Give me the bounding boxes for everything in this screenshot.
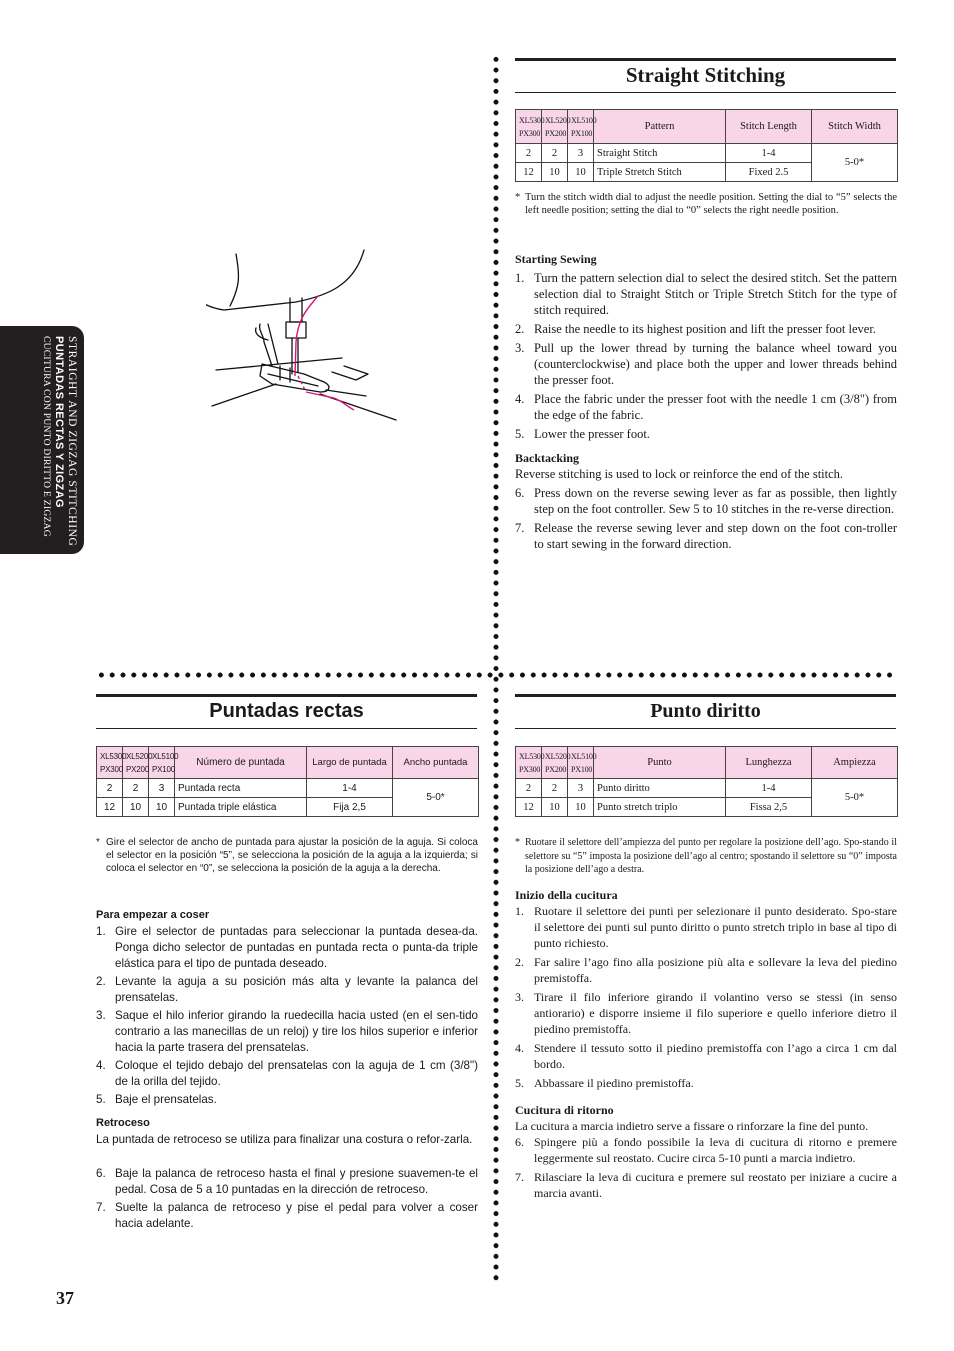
column-header: Stitch Width <box>812 110 898 144</box>
list-item: 7. Rilasciare la leva di cucitura e premere sul reostato per iniziare a cucire a marcia avanti. <box>515 1170 897 1200</box>
table-row <box>516 779 898 798</box>
table-cell: Fixed 2.5 <box>726 163 812 182</box>
list-item: 6. Baje la palanca de retroceso hasta el final y presione suavemen-te el pedal. Cosa de 5 a 10 puntadas en la dirección de retroceso. <box>96 1167 478 1196</box>
model-header: XL5200 PX200 <box>542 110 568 144</box>
table-header-row <box>516 110 898 144</box>
english-backtacking-steps <box>515 485 897 552</box>
presser-foot-illustration <box>206 246 402 426</box>
model-header: XL5200 PX200 <box>123 747 149 779</box>
column-header: Punto <box>594 747 726 779</box>
spanish-heading-underline <box>96 728 477 729</box>
italian-heading-underline <box>515 728 896 729</box>
model-header: XL5300 PX300 <box>516 110 542 144</box>
english-backtacking-intro: Reverse stitching is used to lock or reinforce the end of the stitch. <box>515 467 844 481</box>
column-header: Lunghezza <box>726 747 812 779</box>
table-cell: 5-0* <box>812 144 898 182</box>
italian-backtacking-intro: La cucitura a marcia indietro serve a fissare o rinforzare la fine del punto. <box>515 1119 869 1133</box>
spanish-footnote: * Gire el selector de ancho de puntada para ajustar la posición de la aguja. Si coloca el selector en la posición “5”, se selecciona la posición de la aguja a la izquierda; si coloca el selector en “0”, se selecciona la posición de la aguja a la derecha. <box>96 837 478 874</box>
table-cell: 5-0* <box>812 779 898 817</box>
column-header: Pattern <box>594 110 726 144</box>
column-header: Ampiezza <box>812 747 898 779</box>
table-cell: 10 <box>568 163 594 182</box>
list-item: 3. Pull up the lower thread by turning the balance wheel toward you (counterclockwise) and place both the upper and lower threads behind the presser foot. <box>515 341 897 387</box>
table-cell: 1-4 <box>726 779 812 798</box>
list-item: 6. Spingere più a fondo possibile la leva di cucitura di ritorno e premere leggermente sul reostato. Cucire circa 5-10 punti a marcia indietro. <box>515 1135 897 1165</box>
table-cell: 5-0* <box>393 779 479 817</box>
table-cell: 2 <box>516 779 542 798</box>
list-item: 2. Levante la aguja a su posición más alta y levante la palanca del prensatelas. <box>96 975 478 1004</box>
column-header: Stitch Length <box>726 110 812 144</box>
italian-title: Punto diritto <box>650 700 761 722</box>
spanish-backtacking-heading: Retroceso <box>96 1117 150 1129</box>
italian-backtacking-heading: Cucitura di ritorno <box>515 1103 614 1117</box>
table-cell: Fija 2,5 <box>307 798 393 817</box>
list-item: 6. Press down on the reverse sewing lever as far as possible, then lightly step on the foot controller. Sew 5 to 10 stitches in the re-verse direction. <box>515 486 897 516</box>
list-item: 3. Saque el hilo inferior girando la ruedecilla hacia usted (en el sen-tido contrario a las manecillas de un reloj) y tire los hilos superior e inferior hacia la parte trasera del prensatelas. <box>96 1009 478 1054</box>
list-item: 5. Baje el prensatelas. <box>96 1093 217 1106</box>
spanish-starting-steps <box>96 924 478 1108</box>
table-cell: Straight Stitch <box>594 144 726 163</box>
table-cell: Puntada triple elástica <box>175 798 307 817</box>
table-cell: 10 <box>542 163 568 182</box>
table-cell: 2 <box>542 144 568 163</box>
table-cell: 2 <box>542 779 568 798</box>
table-cell: 10 <box>123 798 149 817</box>
table-header-row <box>97 747 479 779</box>
list-item: 2. Far salire l’ago fino alla posizione più alta e sollevare la leva del piedino premistoffa. <box>515 955 897 985</box>
model-header: XL5300 PX300 <box>516 747 542 779</box>
table-row <box>97 779 479 798</box>
list-item: 7. Suelte la palanca de retroceso y pise el pedal para volver a coser hacia adelante. <box>96 1201 478 1230</box>
list-item: 1. Ruotare il selettore dei punti per selezionare il punto desiderato. Spo-stare il selettore dei punti sul punto diritto o punto stretch triplo in base al tipo di punto richiesto. <box>515 904 897 950</box>
english-title: Straight Stitching <box>625 63 786 87</box>
table-row <box>516 144 898 163</box>
page-number: 37 <box>56 1288 74 1308</box>
list-item: 1. Gire el selector de puntadas para seleccionar la puntada desea-da. Ponga dicho selector de puntadas en puntada recta o punta-da triple elástica para el tipo de puntada deseado. <box>96 925 478 970</box>
english-backtacking-heading: Backtacking <box>515 451 580 465</box>
list-item: 4. Stendere il tessuto sotto il piedino premistoffa con l’ago a circa 1 cm dal bordo. <box>515 1041 897 1071</box>
table-cell: 12 <box>97 798 123 817</box>
model-header: XL5100 PX100 <box>568 110 594 144</box>
list-item: 4. Place the fabric under the presser foot with the needle 1 cm (3/8") from the edge of the fabric. <box>515 392 897 422</box>
table-cell: Puntada recta <box>175 779 307 798</box>
table-header-row <box>516 747 898 779</box>
table-cell: Triple Stretch Stitch <box>594 163 726 182</box>
table-cell: 12 <box>516 163 542 182</box>
table-cell: 2 <box>123 779 149 798</box>
spanish-title: Puntadas rectas <box>209 700 364 722</box>
horizontal-dotted-divider <box>96 672 896 678</box>
side-tab-english: STRAIGHT AND ZIGZAG STITCHING <box>66 336 78 547</box>
model-header: XL5100 PX100 <box>149 747 175 779</box>
vertical-dotted-divider <box>493 54 499 1284</box>
table-cell: 2 <box>516 144 542 163</box>
table-cell: 2 <box>97 779 123 798</box>
list-item: 7. Release the reverse sewing lever and step down on the foot con-troller to start sewing in the forward direction. <box>515 521 897 551</box>
italian-backtacking-steps <box>515 1134 897 1201</box>
side-tab-italian: CUCITURA CON PUNTO DIRITTO E ZIGZAG <box>41 336 51 537</box>
table-cell: 1-4 <box>307 779 393 798</box>
english-stitch-table <box>515 109 898 182</box>
model-header: XL5100 PX100 <box>568 747 594 779</box>
table-cell: 10 <box>149 798 175 817</box>
table-cell: 3 <box>568 779 594 798</box>
english-footnote: * Turn the stitch width dial to adjust the needle position. Setting the dial to “5” selects the left needle position; setting the dial to “0” selects the right needle position. <box>515 192 897 216</box>
list-item: 3. Tirare il filo inferiore girando il volantino verso se stessi (in senso antiorario) e disporre insieme il filo superiore e quello inferiore dietro il piedino premistoffa. <box>515 990 897 1036</box>
english-starting-steps <box>515 270 897 442</box>
column-header: Ancho puntada <box>393 747 479 779</box>
model-header: XL5300 PX300 <box>97 747 123 779</box>
list-item: 1. Turn the pattern selection dial to select the desired stitch. Set the pattern selection dial to Straight Stitch or Triple Stretch Stitch for the type of stitch required. <box>515 271 897 317</box>
table-cell: Punto stretch triplo <box>594 798 726 817</box>
table-cell: 3 <box>568 144 594 163</box>
model-header: XL5200 PX200 <box>542 747 568 779</box>
side-tab-spanish: PUNTADAS RECTAS Y ZIGZAG <box>53 336 65 508</box>
italian-starting-heading: Inizio della cucitura <box>515 888 618 902</box>
list-item: 4. Coloque el tejido debajo del prensatelas con la aguja de 1 cm (3/8") de la orilla del tejido. <box>96 1059 478 1088</box>
english-heading-underline <box>515 92 896 93</box>
table-cell: 10 <box>568 798 594 817</box>
italian-stitch-table <box>515 746 898 817</box>
italian-starting-steps <box>515 903 897 1091</box>
list-item: 5. Abbassare il piedino premistoffa. <box>515 1076 694 1090</box>
italian-footnote: * Ruotare il selettore dell’ampiezza del punto per regolare la posizione dell’ago. Spo-stando il selettore su “5” imposta la posizione dell’ago al centro; spostando il selettore su “0” imposta la posizione dell’ago a destra. <box>515 837 897 875</box>
spanish-starting-heading: Para empezar a coser <box>96 909 210 921</box>
spanish-backtacking-steps <box>96 1166 478 1232</box>
chapter-side-tab <box>0 326 84 554</box>
list-item: 5. Lower the presser foot. <box>515 427 650 441</box>
column-header: Número de puntada <box>175 747 307 779</box>
table-cell: Punto diritto <box>594 779 726 798</box>
table-cell: Fissa 2,5 <box>726 798 812 817</box>
spanish-backtacking-intro: La puntada de retroceso se utiliza para finalizar una costura o refor-zarla. <box>96 1133 473 1146</box>
table-cell: 1-4 <box>726 144 812 163</box>
table-cell: 10 <box>542 798 568 817</box>
table-cell: 3 <box>149 779 175 798</box>
english-starting-heading: Starting Sewing <box>515 252 597 266</box>
spanish-stitch-table <box>96 746 479 817</box>
table-cell: 12 <box>516 798 542 817</box>
column-header: Largo de puntada <box>307 747 393 779</box>
list-item: 2. Raise the needle to its highest position and lift the presser foot lever. <box>515 322 876 336</box>
